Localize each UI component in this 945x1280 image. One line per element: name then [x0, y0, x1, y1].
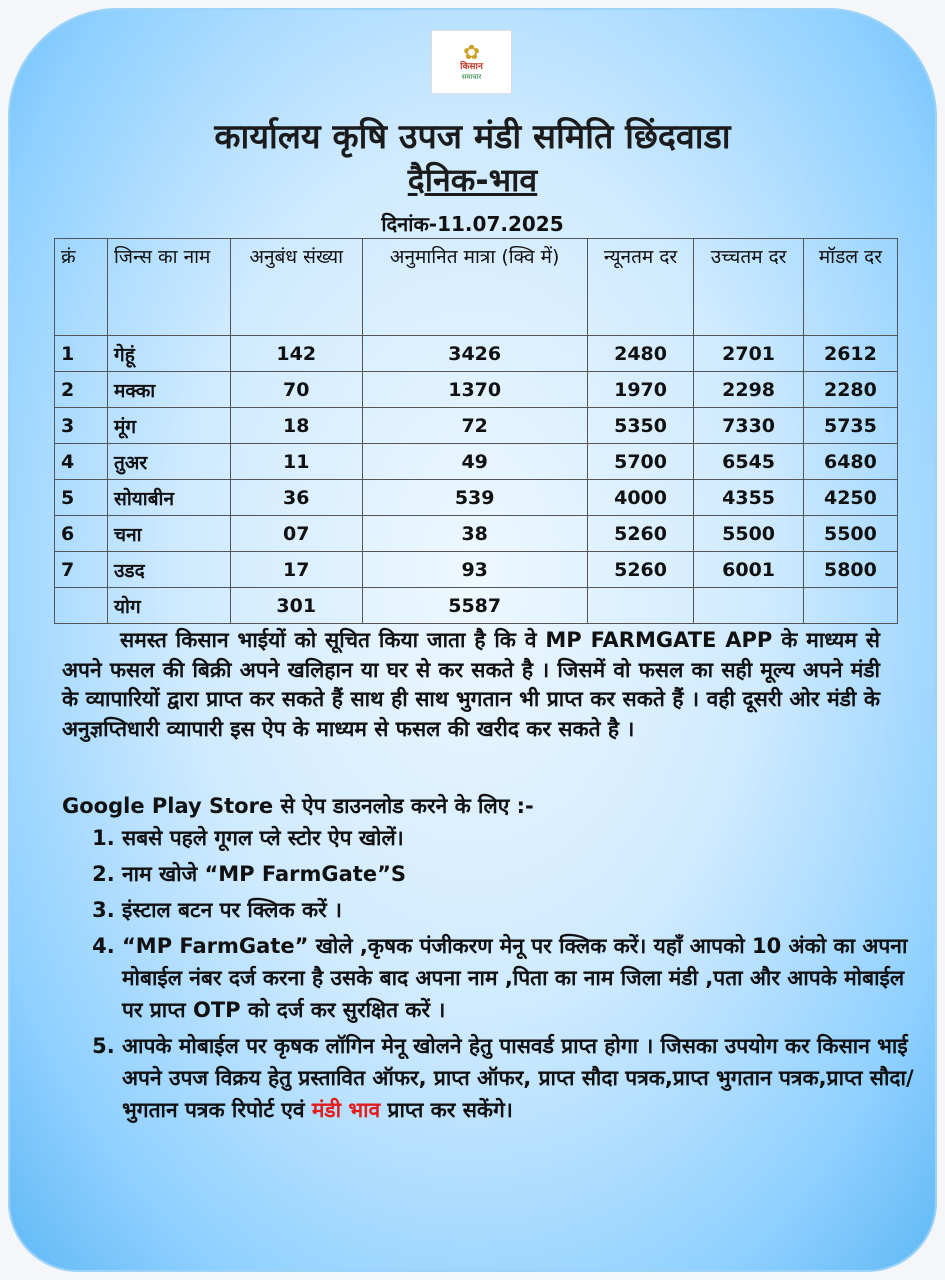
row-value: 5500 — [803, 516, 897, 552]
total-quantity: 5587 — [362, 588, 587, 624]
row-value: 2280 — [803, 372, 897, 408]
commodity-name: मूंग — [108, 408, 231, 444]
row-value: 1370 — [362, 372, 587, 408]
row-value: 07 — [231, 516, 363, 552]
list-item: 3. इंस्टाल बटन पर क्लिक करें । — [122, 894, 922, 926]
row-value: 7330 — [694, 408, 804, 444]
row-value: 4000 — [587, 480, 694, 516]
row-value: 93 — [362, 552, 587, 588]
page-subtitle: दैनिक-भाव — [407, 161, 538, 199]
table-header-row — [55, 239, 898, 336]
total-blank — [694, 588, 804, 624]
row-number: 5 — [55, 480, 108, 516]
page-title: कार्यालय कृषि उपज मंडी समिति छिंदवाडा — [214, 117, 731, 157]
row-value: 5500 — [694, 516, 804, 552]
table-row — [55, 444, 898, 480]
table-row — [55, 336, 898, 372]
row-value: 1970 — [587, 372, 694, 408]
logo — [431, 30, 512, 94]
row-number: 2 — [55, 372, 108, 408]
total-contracts: 301 — [231, 588, 363, 624]
row-value: 6001 — [694, 552, 804, 588]
total-row — [55, 588, 898, 624]
total-blank — [587, 588, 694, 624]
column-header: क्रं — [55, 239, 108, 336]
row-value: 3426 — [362, 336, 587, 372]
row-value: 38 — [362, 516, 587, 552]
row-value: 36 — [231, 480, 363, 516]
row-value: 18 — [231, 408, 363, 444]
row-value: 11 — [231, 444, 363, 480]
row-value: 5350 — [587, 408, 694, 444]
commodity-name: गेहूं — [108, 336, 231, 372]
steps-list — [86, 822, 922, 1130]
date-label: दिनांक-11.07.2025 — [381, 212, 564, 236]
row-value: 2480 — [587, 336, 694, 372]
row-number: 1 — [55, 336, 108, 372]
logo-text-1: किसान — [460, 62, 483, 72]
row-value: 5735 — [803, 408, 897, 444]
list-item — [122, 1030, 922, 1126]
download-heading: Google Play Store से ऐप डाउनलोड करने के लिए :- — [62, 794, 534, 818]
row-value: 49 — [362, 444, 587, 480]
row-value: 2298 — [694, 372, 804, 408]
logo-text-2: समाचार — [461, 73, 482, 81]
row-value: 5260 — [587, 552, 694, 588]
list-item: 4. “MP FarmGate” खोले ,कृषक पंजीकरण मेनू पर क्लिक करें। यहाँ आपको 10 अंको का अपना मोबाईल नंबर दर्ज करना है उसके बाद अपना नाम ,पिता का नाम जिला मंडी ,पता और आपके मोबाईल पर प्राप्त OTP को दर्ज कर सुरक्षित करें । — [122, 930, 922, 1026]
highlight-text: मंडी भाव — [311, 1098, 381, 1122]
row-value: 6545 — [694, 444, 804, 480]
rates-table — [54, 238, 898, 624]
row-value: 5800 — [803, 552, 897, 588]
table-row — [55, 372, 898, 408]
notice-text: समस्त किसान भाईयों को सूचित किया जाता है कि वे MP FARMGATE APP के माध्यम से अपने फसल की बिक्री अपने खलिहान या घर से कर सकते है । जिसमें वो फसल का सही मूल्य अपने मंडी के व्यापारियों द्वारा प्राप्त कर सकते हैं साथ ही साथ भुगतान भी प्राप्त कर सकते हैं । वही दूसरी ओर मंडी के अनुज्ञप्तिधारी व्यापारी इस ऐप के माध्यम से फसल की खरीद कर सकते है । — [62, 628, 880, 741]
row-value: 5700 — [587, 444, 694, 480]
row-value: 4250 — [803, 480, 897, 516]
commodity-name: मक्का — [108, 372, 231, 408]
row-value: 70 — [231, 372, 363, 408]
wheat-icon: ✿ — [463, 40, 480, 64]
column-header: अनुबंध संख्या — [231, 239, 363, 336]
row-number: 7 — [55, 552, 108, 588]
total-label: योग — [108, 588, 231, 624]
row-value: 4355 — [694, 480, 804, 516]
row-value: 539 — [362, 480, 587, 516]
row-value: 72 — [362, 408, 587, 444]
commodity-name: तुअर — [108, 444, 231, 480]
row-value: 2701 — [694, 336, 804, 372]
total-blank — [803, 588, 897, 624]
row-value: 5260 — [587, 516, 694, 552]
total-blank — [55, 588, 108, 624]
commodity-name: सोयाबीन — [108, 480, 231, 516]
commodity-name: चना — [108, 516, 231, 552]
column-header: न्यूनतम दर — [587, 239, 694, 336]
column-header: मॉडल दर — [803, 239, 897, 336]
step5-text: आपके मोबाईल पर कृषक लॉगिन मेनू खोलने हेतु पासवर्ड प्राप्त होगा । जिसका उपयोग कर किसान भाई अपने उपज विक्रय हेतु प्रस्तावित ऑफर, प्राप्त ऑफर, प्राप्त सौदा पत्रक,प्राप्त भुगतान पत्रक,प्राप्त सौदा/भुगतान पत्रक रिपोर्ट एवं — [122, 1034, 914, 1122]
row-value: 142 — [231, 336, 363, 372]
table-row — [55, 480, 898, 516]
list-item: 2. नाम खोजे “MP FarmGate”S — [122, 858, 922, 890]
column-header: जिन्स का नाम — [108, 239, 231, 336]
table-row — [55, 408, 898, 444]
row-value: 17 — [231, 552, 363, 588]
commodity-name: उडद — [108, 552, 231, 588]
column-header: अनुमानित मात्रा (क्वि में) — [362, 239, 587, 336]
notice-paragraph — [62, 626, 880, 744]
column-header: उच्चतम दर — [694, 239, 804, 336]
step5-end: प्राप्त कर सकेंगे। — [380, 1098, 513, 1122]
row-number: 4 — [55, 444, 108, 480]
row-number: 3 — [55, 408, 108, 444]
table-row — [55, 516, 898, 552]
row-value: 6480 — [803, 444, 897, 480]
list-item: 1. सबसे पहले गूगल प्ले स्टोर ऐप खोलें। — [122, 822, 922, 854]
table-row — [55, 552, 898, 588]
row-value: 2612 — [803, 336, 897, 372]
row-number: 6 — [55, 516, 108, 552]
